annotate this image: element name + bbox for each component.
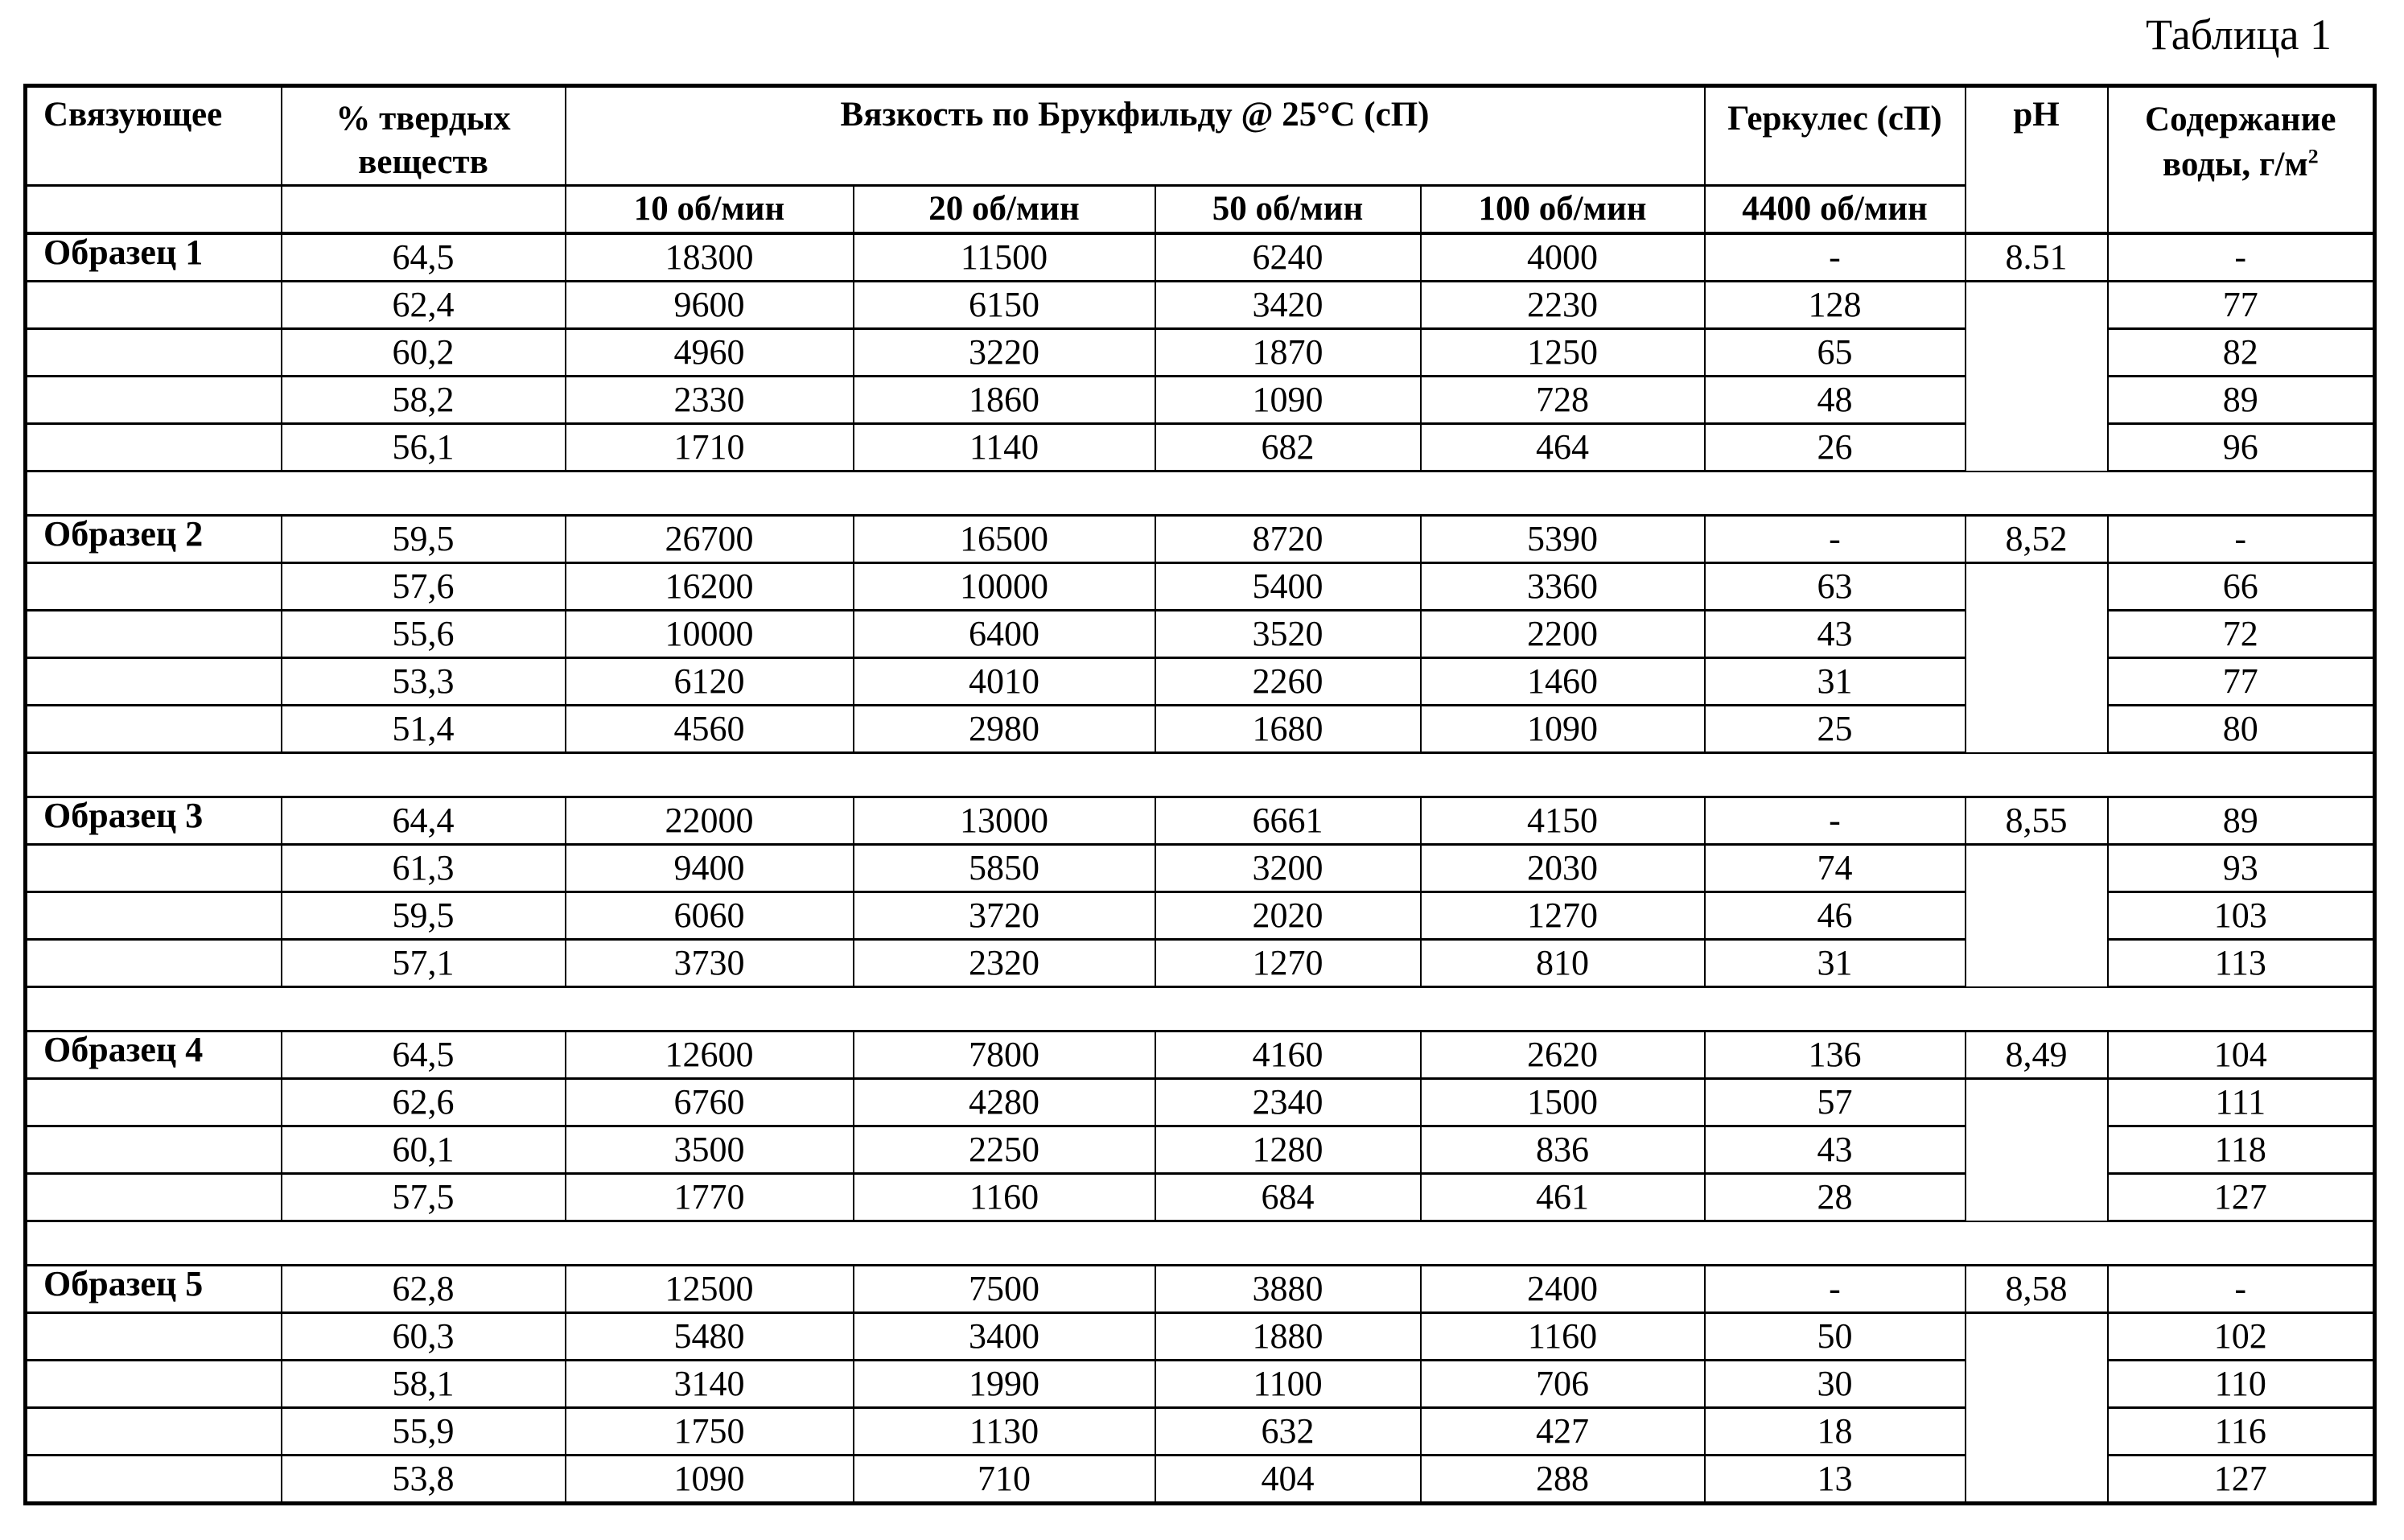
cell-v20: 6400	[854, 611, 1155, 658]
cell-ph: 8.51	[1966, 233, 2108, 282]
header-rpm-10: 10 об/мин	[566, 185, 854, 233]
spacer-cell	[26, 1221, 282, 1266]
cell-solids: 56,1	[282, 424, 566, 471]
spacer-cell	[2108, 471, 2375, 516]
cell-v10: 4560	[566, 706, 854, 753]
cell-v10: 1090	[566, 1456, 854, 1504]
cell-v20: 7500	[854, 1266, 1155, 1313]
spacer-cell	[1155, 753, 1421, 797]
cell-v100: 5390	[1421, 516, 1705, 563]
spacer-cell	[1705, 987, 1966, 1031]
header-rpm-50: 50 об/мин	[1155, 185, 1421, 233]
cell-v10: 3500	[566, 1126, 854, 1174]
cell-solids: 55,9	[282, 1408, 566, 1456]
table-row	[26, 329, 2375, 377]
header-rpm-100: 100 об/мин	[1421, 185, 1705, 233]
cell-v100: 1270	[1421, 892, 1705, 940]
cell-v50: 1100	[1155, 1361, 1421, 1408]
cell-water: 89	[2108, 797, 2375, 845]
cell-v10: 6060	[566, 892, 854, 940]
header-water-sup: 2	[2308, 145, 2319, 168]
cell-solids: 57,1	[282, 940, 566, 987]
cell-solids: 60,3	[282, 1313, 566, 1361]
cell-ph-empty	[1966, 282, 2108, 329]
cell-water: 80	[2108, 706, 2375, 753]
table-row	[26, 1456, 2375, 1504]
cell-v20: 2980	[854, 706, 1155, 753]
cell-solids: 57,6	[282, 563, 566, 611]
cell-v100: 2620	[1421, 1031, 1705, 1079]
cell-v20: 1860	[854, 377, 1155, 424]
table-row	[26, 1266, 2375, 1313]
header-water-label: Содержание воды, г/м	[2145, 101, 2336, 183]
cell-v100: 836	[1421, 1126, 1705, 1174]
sample-name-empty	[26, 611, 282, 658]
cell-ph-empty	[1966, 329, 2108, 377]
cell-hercules: 63	[1705, 563, 1966, 611]
cell-v10: 22000	[566, 797, 854, 845]
cell-v100: 464	[1421, 424, 1705, 471]
cell-hercules: -	[1705, 797, 1966, 845]
header-hercules: Геркулес (сП)	[1705, 86, 1966, 186]
cell-hercules: 46	[1705, 892, 1966, 940]
cell-v20: 16500	[854, 516, 1155, 563]
cell-v100: 2230	[1421, 282, 1705, 329]
cell-ph-empty	[1966, 563, 2108, 611]
cell-solids: 58,2	[282, 377, 566, 424]
cell-water: 96	[2108, 424, 2375, 471]
cell-water: 77	[2108, 282, 2375, 329]
cell-v50: 6240	[1155, 233, 1421, 282]
cell-ph: 8,58	[1966, 1266, 2108, 1313]
cell-hercules: 43	[1705, 1126, 1966, 1174]
cell-hercules: 31	[1705, 940, 1966, 987]
cell-v50: 2340	[1155, 1079, 1421, 1126]
cell-ph-empty	[1966, 1313, 2108, 1361]
header-blank	[282, 185, 566, 233]
sample-name-empty	[26, 329, 282, 377]
cell-v50: 3520	[1155, 611, 1421, 658]
cell-hercules: 18	[1705, 1408, 1966, 1456]
spacer-cell	[854, 987, 1155, 1031]
cell-solids: 62,8	[282, 1266, 566, 1313]
table-row	[26, 611, 2375, 658]
spacer-cell	[1421, 471, 1705, 516]
cell-v50: 6661	[1155, 797, 1421, 845]
cell-hercules: 43	[1705, 611, 1966, 658]
spacer-cell	[1705, 753, 1966, 797]
cell-hercules: 28	[1705, 1174, 1966, 1221]
cell-v20: 10000	[854, 563, 1155, 611]
cell-solids: 57,5	[282, 1174, 566, 1221]
table-row	[26, 1126, 2375, 1174]
table-row	[26, 706, 2375, 753]
cell-v20: 5850	[854, 845, 1155, 892]
cell-water: 66	[2108, 563, 2375, 611]
cell-v100: 810	[1421, 940, 1705, 987]
cell-v20: 4280	[854, 1079, 1155, 1126]
cell-v10: 10000	[566, 611, 854, 658]
cell-v50: 1680	[1155, 706, 1421, 753]
spacer-cell	[854, 753, 1155, 797]
cell-v50: 404	[1155, 1456, 1421, 1504]
spacer-cell	[282, 987, 566, 1031]
spacer-cell	[26, 471, 282, 516]
cell-hercules: 136	[1705, 1031, 1966, 1079]
viscosity-table	[23, 84, 2377, 1505]
cell-water: 82	[2108, 329, 2375, 377]
spacer-cell	[1421, 987, 1705, 1031]
cell-ph-empty	[1966, 706, 2108, 753]
sample-name-empty	[26, 892, 282, 940]
cell-v50: 5400	[1155, 563, 1421, 611]
cell-v20: 3400	[854, 1313, 1155, 1361]
sample-name-empty	[26, 1456, 282, 1504]
cell-v100: 728	[1421, 377, 1705, 424]
cell-v20: 7800	[854, 1031, 1155, 1079]
cell-v10: 1770	[566, 1174, 854, 1221]
cell-hercules: -	[1705, 233, 1966, 282]
cell-solids: 62,4	[282, 282, 566, 329]
cell-v50: 2020	[1155, 892, 1421, 940]
cell-v50: 2260	[1155, 658, 1421, 706]
header-hercules-rpm: 4400 об/мин	[1705, 185, 1966, 233]
spacer-cell	[566, 1221, 854, 1266]
table-row	[26, 282, 2375, 329]
spacer-cell	[1155, 987, 1421, 1031]
cell-v10: 6760	[566, 1079, 854, 1126]
table-row	[26, 1361, 2375, 1408]
cell-v100: 1090	[1421, 706, 1705, 753]
cell-hercules: 50	[1705, 1313, 1966, 1361]
spacer-cell	[566, 753, 854, 797]
cell-v10: 3140	[566, 1361, 854, 1408]
cell-hercules: 26	[1705, 424, 1966, 471]
cell-v50: 1870	[1155, 329, 1421, 377]
cell-v100: 2200	[1421, 611, 1705, 658]
spacer-cell	[854, 471, 1155, 516]
cell-v10: 18300	[566, 233, 854, 282]
sample-name-empty	[26, 845, 282, 892]
table-row	[26, 940, 2375, 987]
spacer-cell	[282, 471, 566, 516]
table-row	[26, 892, 2375, 940]
cell-v50: 3420	[1155, 282, 1421, 329]
cell-ph-empty	[1966, 1408, 2108, 1456]
cell-solids: 53,8	[282, 1456, 566, 1504]
cell-ph-empty	[1966, 1126, 2108, 1174]
sample-name-empty	[26, 563, 282, 611]
cell-v20: 1160	[854, 1174, 1155, 1221]
cell-hercules: -	[1705, 516, 1966, 563]
sample-name: Образец 4	[26, 1031, 282, 1079]
table-body	[26, 233, 2375, 1504]
cell-ph: 8,49	[1966, 1031, 2108, 1079]
cell-v100: 4000	[1421, 233, 1705, 282]
header-binder: Связующее	[26, 86, 282, 186]
table-row	[26, 377, 2375, 424]
spacer-cell	[1421, 753, 1705, 797]
cell-v100: 288	[1421, 1456, 1705, 1504]
cell-v10: 16200	[566, 563, 854, 611]
cell-solids: 60,1	[282, 1126, 566, 1174]
table-row	[26, 1408, 2375, 1456]
cell-water: -	[2108, 233, 2375, 282]
cell-hercules: 25	[1705, 706, 1966, 753]
cell-v10: 1710	[566, 424, 854, 471]
cell-solids: 55,6	[282, 611, 566, 658]
sample-name-empty	[26, 1174, 282, 1221]
cell-ph: 8,55	[1966, 797, 2108, 845]
cell-ph: 8,52	[1966, 516, 2108, 563]
cell-v20: 11500	[854, 233, 1155, 282]
cell-solids: 64,4	[282, 797, 566, 845]
cell-water: 111	[2108, 1079, 2375, 1126]
cell-water: 127	[2108, 1456, 2375, 1504]
header-viscosity: Вязкость по Брукфильду @ 25°С (сП)	[566, 86, 1705, 186]
sample-name-empty	[26, 282, 282, 329]
cell-v20: 4010	[854, 658, 1155, 706]
spacer-cell	[1966, 753, 2108, 797]
spacer-cell	[1155, 1221, 1421, 1266]
spacer-cell	[1966, 1221, 2108, 1266]
cell-solids: 59,5	[282, 892, 566, 940]
cell-v100: 1500	[1421, 1079, 1705, 1126]
sample-name-empty	[26, 706, 282, 753]
cell-ph-empty	[1966, 1361, 2108, 1408]
cell-v100: 706	[1421, 1361, 1705, 1408]
cell-ph-empty	[1966, 1079, 2108, 1126]
cell-ph-empty	[1966, 611, 2108, 658]
cell-hercules: 13	[1705, 1456, 1966, 1504]
cell-solids: 61,3	[282, 845, 566, 892]
sample-name-empty	[26, 1079, 282, 1126]
spacer-cell	[282, 753, 566, 797]
cell-solids: 51,4	[282, 706, 566, 753]
table-row	[26, 845, 2375, 892]
cell-ph-empty	[1966, 658, 2108, 706]
cell-v50: 1280	[1155, 1126, 1421, 1174]
sample-name-empty	[26, 1361, 282, 1408]
spacer-cell	[2108, 753, 2375, 797]
spacer-cell	[1705, 1221, 1966, 1266]
spacer-cell	[1966, 471, 2108, 516]
cell-solids: 58,1	[282, 1361, 566, 1408]
spacer-row	[26, 753, 2375, 797]
sample-name-empty	[26, 658, 282, 706]
cell-v10: 2330	[566, 377, 854, 424]
cell-v20: 2320	[854, 940, 1155, 987]
cell-hercules: 30	[1705, 1361, 1966, 1408]
cell-v50: 1090	[1155, 377, 1421, 424]
spacer-row	[26, 987, 2375, 1031]
cell-v50: 3880	[1155, 1266, 1421, 1313]
cell-ph-empty	[1966, 1456, 2108, 1504]
table-row	[26, 1174, 2375, 1221]
cell-v100: 2400	[1421, 1266, 1705, 1313]
cell-hercules: 65	[1705, 329, 1966, 377]
cell-v50: 1880	[1155, 1313, 1421, 1361]
sample-name-empty	[26, 1126, 282, 1174]
header-water	[2108, 86, 2375, 234]
spacer-cell	[26, 987, 282, 1031]
cell-water: 113	[2108, 940, 2375, 987]
cell-water: -	[2108, 516, 2375, 563]
spacer-cell	[1705, 471, 1966, 516]
cell-v10: 5480	[566, 1313, 854, 1361]
cell-v20: 1130	[854, 1408, 1155, 1456]
cell-hercules: 48	[1705, 377, 1966, 424]
cell-water: 72	[2108, 611, 2375, 658]
sample-name: Образец 1	[26, 233, 282, 282]
spacer-cell	[1966, 987, 2108, 1031]
cell-hercules: 57	[1705, 1079, 1966, 1126]
cell-solids: 64,5	[282, 233, 566, 282]
cell-solids: 64,5	[282, 1031, 566, 1079]
cell-ph-empty	[1966, 940, 2108, 987]
table-row	[26, 1031, 2375, 1079]
cell-v10: 9400	[566, 845, 854, 892]
spacer-cell	[2108, 1221, 2375, 1266]
spacer-cell	[1421, 1221, 1705, 1266]
table-row	[26, 233, 2375, 282]
cell-v10: 12500	[566, 1266, 854, 1313]
sample-name: Образец 5	[26, 1266, 282, 1313]
cell-water: 103	[2108, 892, 2375, 940]
cell-v50: 4160	[1155, 1031, 1421, 1079]
cell-v10: 9600	[566, 282, 854, 329]
sample-name-empty	[26, 377, 282, 424]
sample-name-empty	[26, 1313, 282, 1361]
cell-water: 77	[2108, 658, 2375, 706]
spacer-row	[26, 1221, 2375, 1266]
cell-ph-empty	[1966, 377, 2108, 424]
spacer-cell	[26, 753, 282, 797]
cell-v20: 3720	[854, 892, 1155, 940]
table-caption: Таблица 1	[2146, 10, 2332, 60]
table-row	[26, 658, 2375, 706]
spacer-cell	[282, 1221, 566, 1266]
cell-v20: 1140	[854, 424, 1155, 471]
table-row	[26, 797, 2375, 845]
header-ph: pH	[1966, 86, 2108, 234]
cell-v20: 13000	[854, 797, 1155, 845]
cell-v100: 2030	[1421, 845, 1705, 892]
header-solids: % твердых веществ	[282, 86, 566, 186]
cell-hercules: 74	[1705, 845, 1966, 892]
spacer-cell	[566, 987, 854, 1031]
cell-v100: 427	[1421, 1408, 1705, 1456]
cell-ph-empty	[1966, 1174, 2108, 1221]
cell-v50: 8720	[1155, 516, 1421, 563]
cell-v100: 3360	[1421, 563, 1705, 611]
cell-solids: 60,2	[282, 329, 566, 377]
cell-ph-empty	[1966, 845, 2108, 892]
sample-name-empty	[26, 1408, 282, 1456]
table-row	[26, 1079, 2375, 1126]
cell-water: 104	[2108, 1031, 2375, 1079]
cell-v20: 3220	[854, 329, 1155, 377]
cell-v20: 2250	[854, 1126, 1155, 1174]
spacer-cell	[566, 471, 854, 516]
sample-name-empty	[26, 940, 282, 987]
cell-v100: 1460	[1421, 658, 1705, 706]
cell-v50: 682	[1155, 424, 1421, 471]
sample-name: Образец 3	[26, 797, 282, 845]
table-row	[26, 1313, 2375, 1361]
cell-v100: 461	[1421, 1174, 1705, 1221]
cell-v100: 1160	[1421, 1313, 1705, 1361]
cell-water: 102	[2108, 1313, 2375, 1361]
sample-name: Образец 2	[26, 516, 282, 563]
cell-v10: 1750	[566, 1408, 854, 1456]
cell-v10: 4960	[566, 329, 854, 377]
spacer-cell	[2108, 987, 2375, 1031]
cell-ph-empty	[1966, 892, 2108, 940]
cell-v50: 1270	[1155, 940, 1421, 987]
cell-water: 116	[2108, 1408, 2375, 1456]
cell-v20: 1990	[854, 1361, 1155, 1408]
cell-v100: 4150	[1421, 797, 1705, 845]
cell-water: 110	[2108, 1361, 2375, 1408]
cell-hercules: -	[1705, 1266, 1966, 1313]
cell-v10: 26700	[566, 516, 854, 563]
cell-v20: 710	[854, 1456, 1155, 1504]
cell-solids: 59,5	[282, 516, 566, 563]
cell-hercules: 31	[1705, 658, 1966, 706]
cell-v10: 12600	[566, 1031, 854, 1079]
cell-water: 118	[2108, 1126, 2375, 1174]
cell-v20: 6150	[854, 282, 1155, 329]
spacer-row	[26, 471, 2375, 516]
cell-ph-empty	[1966, 424, 2108, 471]
cell-solids: 62,6	[282, 1079, 566, 1126]
cell-solids: 53,3	[282, 658, 566, 706]
table-row	[26, 563, 2375, 611]
cell-v50: 632	[1155, 1408, 1421, 1456]
spacer-cell	[1155, 471, 1421, 516]
table-row	[26, 424, 2375, 471]
cell-v10: 6120	[566, 658, 854, 706]
cell-v50: 3200	[1155, 845, 1421, 892]
cell-hercules: 128	[1705, 282, 1966, 329]
cell-water: 89	[2108, 377, 2375, 424]
cell-water: 93	[2108, 845, 2375, 892]
header-blank	[26, 185, 282, 233]
header-rpm-20: 20 об/мин	[854, 185, 1155, 233]
table-row	[26, 516, 2375, 563]
cell-v50: 684	[1155, 1174, 1421, 1221]
cell-water: 127	[2108, 1174, 2375, 1221]
sample-name-empty	[26, 424, 282, 471]
cell-v100: 1250	[1421, 329, 1705, 377]
spacer-cell	[854, 1221, 1155, 1266]
cell-water: -	[2108, 1266, 2375, 1313]
cell-v10: 3730	[566, 940, 854, 987]
